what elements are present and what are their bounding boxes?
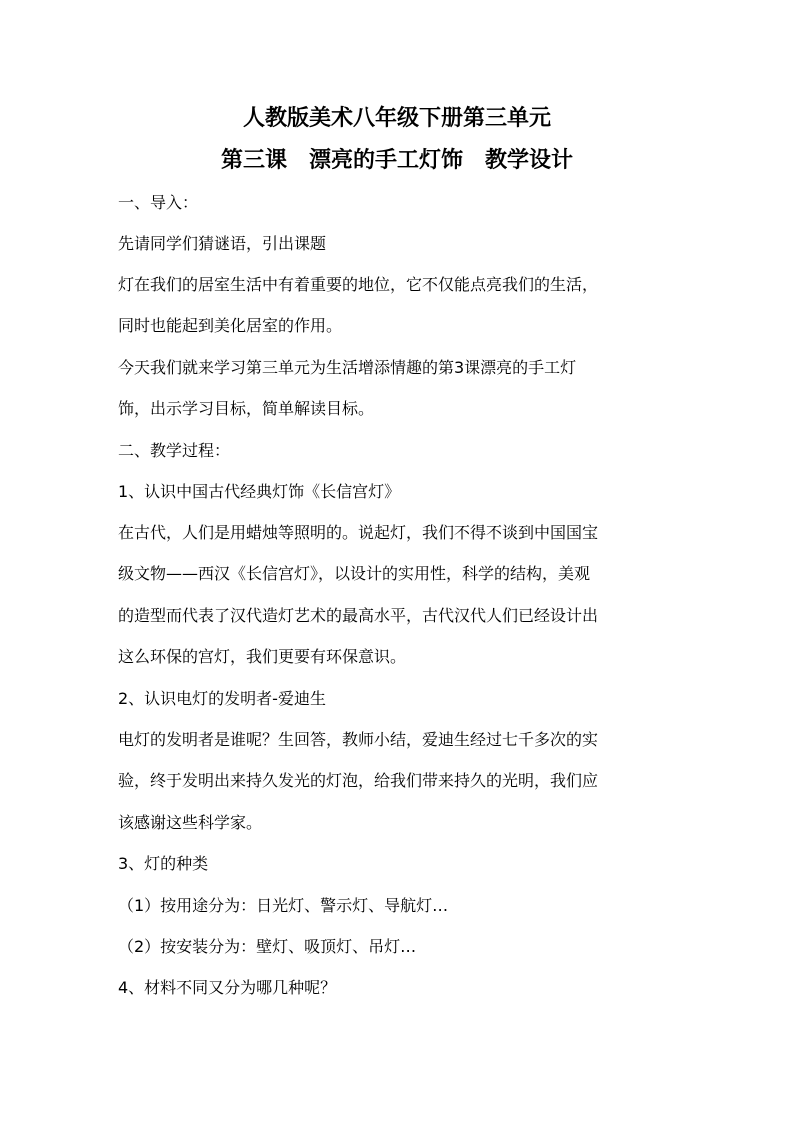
paragraph-line: 级文物——西汉《长信宫灯》，以设计的实用性，科学的结构，美观 bbox=[118, 564, 591, 583]
document-subtitle: 第三课 漂亮的手工灯饰 教学设计 bbox=[220, 147, 573, 173]
subheading-line: 1、认识中国古代经典灯饰《长信宫灯》 bbox=[118, 482, 401, 501]
paragraph-line: 验，终于发明出来持久发光的灯泡，给我们带来持久的光明，我们应 bbox=[118, 771, 599, 790]
subheading-line: 4、材料不同又分为哪几种呢？ bbox=[118, 978, 337, 997]
paragraph-line: 今天我们就来学习第三单元为生活增添情趣的第3课漂亮的手工灯 bbox=[118, 358, 577, 377]
subheading-line: 2、认识电灯的发明者-爱迪生 bbox=[118, 689, 326, 708]
paragraph-line: 这么环保的宫灯，我们更要有环保意识。 bbox=[118, 647, 407, 666]
paragraph-line: 该感谢这些科学家。 bbox=[118, 813, 263, 832]
section-heading-process: 二、教学过程： bbox=[118, 441, 231, 460]
paragraph-line: 在古代，人们是用蜡烛等照明的。说起灯，我们不得不谈到中国国宝 bbox=[118, 523, 599, 542]
section-heading-intro: 一、导入： bbox=[118, 193, 199, 212]
list-item: （1）按用途分为：日光灯、警示灯、导航灯… bbox=[118, 896, 449, 915]
paragraph-line: 饰，出示学习目标，简单解读目标。 bbox=[118, 399, 375, 418]
document-title: 人教版美术八年级下册第三单元 bbox=[242, 105, 551, 131]
paragraph-line: 先请同学们猜谜语，引出课题 bbox=[118, 234, 327, 253]
paragraph-line: 的造型而代表了汉代造灯艺术的最高水平，古代汉代人们已经设计出 bbox=[118, 606, 599, 625]
paragraph-line: 电灯的发明者是谁呢？生回答，教师小结，爱迪生经过七千多次的实 bbox=[118, 730, 599, 749]
paragraph-line: 同时也能起到美化居室的作用。 bbox=[118, 316, 343, 335]
list-item: （2）按安装分为：壁灯、吸顶灯、吊灯… bbox=[118, 937, 417, 956]
subheading-line: 3、灯的种类 bbox=[118, 854, 209, 873]
paragraph-line: 灯在我们的居室生活中有着重要的地位，它不仅能点亮我们的生活， bbox=[118, 275, 599, 294]
